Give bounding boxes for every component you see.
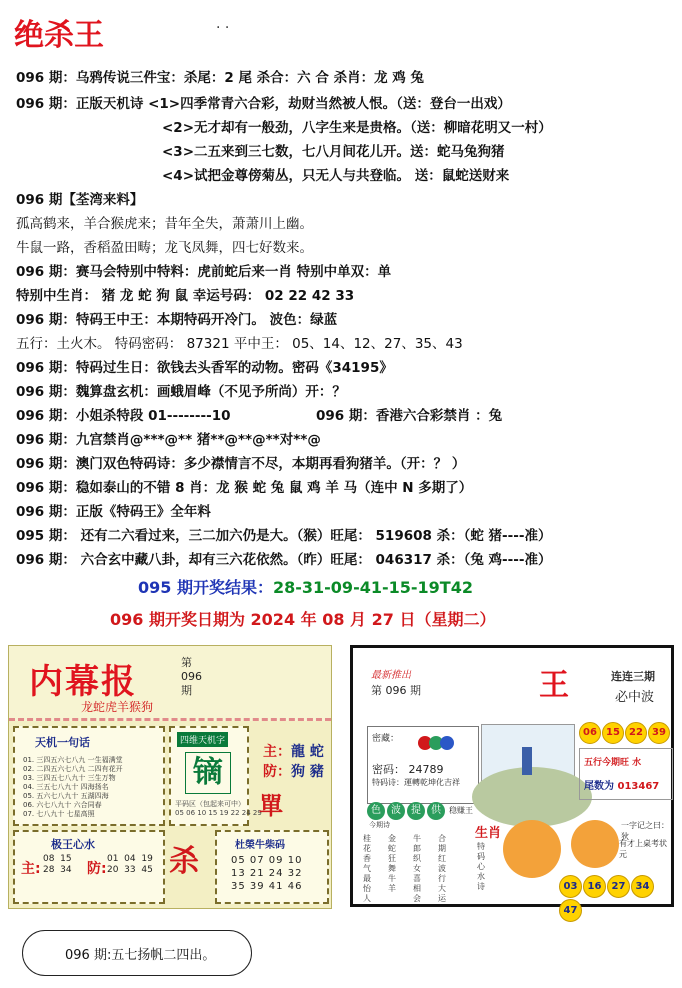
poem-col: 合期红波行大运 (438, 834, 446, 903)
line-zhengban: 096 期：正版《特码王》全年料 (16, 504, 211, 520)
xinshui-nums1: 08 15 28 34 (43, 854, 72, 875)
wuxing-box (579, 748, 673, 800)
zhu-fang (263, 742, 324, 782)
title-dots: · · (216, 20, 230, 36)
poem-col: 金蛇狂舞牛羊 (388, 834, 396, 893)
tianji-row: 05. 五六七八九十 五湖四海 (23, 792, 109, 800)
dan-char: 單 (259, 792, 283, 820)
shengxiao-label: 生肖 (475, 826, 502, 841)
neimu-card (8, 645, 332, 909)
lianzhong-label: 连连三期 (611, 670, 655, 683)
number-ball: 47 (559, 899, 582, 922)
wuxing-text: 五行今期旺 水 (584, 758, 642, 768)
snow-scene-image (481, 724, 575, 798)
number-ball: 15 (602, 722, 624, 744)
tianji-row: 04. 三五七八九十 四海扬名 (23, 783, 109, 791)
secret-box (367, 726, 479, 804)
jueshawang-card (350, 645, 674, 916)
number-ball: 06 (579, 722, 601, 744)
xinshui-nums2: 01 04 19 20 33 45 (107, 854, 153, 875)
xinshui-fang: 防: (87, 861, 107, 877)
neimu-period: 第 096 期 (181, 656, 202, 697)
poem-block (363, 822, 463, 904)
poem-head: 今期诗 (369, 821, 390, 829)
number-ball: 39 (648, 722, 670, 744)
bizhong-label: 必中波 (615, 690, 655, 705)
neimu-header (9, 646, 331, 721)
wang-char: 王 (539, 668, 569, 703)
tianji-row: 07. 七八九十 七星高照 (23, 810, 95, 818)
top-balls (579, 720, 671, 744)
line-shengxiao: 特别中生肖： 猪 龙 蛇 狗 鼠 幸运号码： 02 22 42 33 (16, 288, 355, 304)
cloud-bubble (22, 930, 252, 976)
line-quanwan-2: 牛鼠一路，香稻盈田畴；龙飞凤舞，四七好数来。 (16, 240, 313, 256)
cloud-text: 096 期:五七扬帆二四出。 (65, 948, 216, 963)
page-title: 绝杀王 (14, 18, 104, 53)
hill-shape (472, 767, 592, 827)
neimu-title: 内幕报 (29, 662, 137, 702)
draw-result (138, 575, 473, 598)
ox-image-2 (571, 820, 619, 868)
line-quanwan-1: 孤高鹤来，羊合猴虎来；昔年全失，萧萧川上幽。 (16, 216, 313, 232)
line-crow: 096 期：乌鸦传说三件宝：杀尾：2 尾 杀合：六 合 杀肖：龙 鸡 兔 (16, 70, 424, 86)
line-xiaojie: 096 期：小姐杀特段 01--------10 (16, 408, 231, 424)
tianji-title: 天机一句话 (35, 736, 90, 749)
tianji-row: 02. 二四五六七八九 二四有花开 (23, 765, 123, 773)
number-ball: 16 (583, 875, 606, 898)
secret-label: 密藏： (372, 734, 400, 744)
figure-shape (522, 747, 532, 775)
line-tianji-3: <3>二五来到三七数，七八月间花儿开。送：蛇马兔狗猪 (162, 144, 505, 160)
number-ball: 34 (631, 875, 654, 898)
tianji-row: 01. 三四五六七八九 一生福满堂 (23, 756, 123, 764)
draw-result-numbers: 28-31-09-41-15-19T42 (272, 578, 473, 597)
line-095: 095 期： 还有二六看过来，三二加六仍是大。（猴）旺尾： 519608 杀：（蛇 猪----准） (16, 528, 552, 544)
bottom-balls (559, 874, 671, 922)
number-ball: 22 (625, 722, 647, 744)
blue-dot-icon (440, 736, 454, 750)
line-jinxiao: 096 期：香港六合彩禁肖 ：兔 (316, 408, 503, 424)
qi-label: 第 096 期 (371, 684, 421, 697)
draw-date: 096 期开奖日期为 2024 年 08 月 27 日（星期二） (110, 610, 496, 629)
tulong-title: 杜榮牛柴码 (235, 840, 285, 851)
siwei-tag: 四维天机字 (177, 732, 228, 747)
tianji-box (13, 726, 165, 826)
line-jiugong: 096 期：九宫禁肖@***@** 猪**@**@**对**@ (16, 432, 321, 448)
sha-char: 杀 (169, 844, 199, 879)
poem-col: 牛郎织女喜相会 (413, 834, 421, 903)
sebo-row (367, 798, 473, 820)
xinshui-box (13, 830, 165, 904)
siwei-box (169, 726, 262, 826)
fang-value: 狗 豬 (291, 764, 324, 780)
line-wenru: 096 期：稳如泰山的不错 8 肖：龙 猴 蛇 兔 鼠 鸡 羊 马（连中 N 多期了） (16, 480, 473, 496)
line-quanwan: 096 期【荃湾来料】 (16, 192, 144, 208)
tianji-row: 03. 三四五七八九十 三生万物 (23, 774, 116, 782)
sebo-tail: 稳赚王 (449, 806, 473, 815)
draw-result-label: 095 期开奖结果： (138, 578, 273, 597)
siwei-small: 平码区（包起来可中） 05 06 10 15 19 22 24 29 (175, 800, 262, 817)
line-tianji-2: <2>无才却有一般劲，八字生来是贵格。（送：柳暗花明又一村） (162, 120, 552, 136)
tulong-box (215, 830, 329, 904)
zuixin-label: 最新推出 (371, 670, 411, 681)
color-dots (418, 735, 451, 754)
line-tianji: 096 期：正版天机诗 <1>四季常青六合彩，劫财当然被人恨。（送：登台一出戏） (16, 96, 511, 112)
sebo-char: 色 (367, 802, 385, 820)
tianji-row: 06. 六七八九十 六合同春 (23, 801, 102, 809)
sebo-char: 波 (387, 802, 405, 820)
zhu-label: 主： (263, 744, 291, 760)
zhu-value: 龍 蛇 (291, 744, 324, 760)
fang-label: 防： (263, 764, 291, 780)
poem-col: 桂花香气最怡人 (363, 834, 371, 903)
line-birthday: 096 期：特码过生日：欲钱去头香军的动物。密码《34195》 (16, 360, 393, 376)
xinshui-zhu: 主: (21, 861, 41, 877)
tianji-rows (23, 756, 123, 819)
weishu-value: 013467 (617, 781, 660, 792)
ox-image (503, 820, 561, 878)
siwei-char: 镝 (185, 752, 231, 794)
line-suanpan: 096 期：魏算盘玄机：画蛾眉峰（不见予所尚）开：？ (16, 384, 346, 400)
sebo-char: 提 (407, 802, 425, 820)
line-temawang: 096 期：特码王中王：本期特码开冷门。 波色：绿蓝 (16, 312, 338, 328)
texing-poem: 特码诗：運轉乾坤化吉祥 (372, 778, 460, 787)
yizhi-text: 一字记之曰：狄 (621, 821, 669, 841)
line-aomen: 096 期：澳门双色特码诗：多少襟情言不尽，本期再看狗猪羊。（开：？ ） (16, 456, 466, 472)
line-096: 096 期： 六合玄中藏八卦，却有三六花依然。（昨）旺尾： 046317 杀：（兔 鸡----准） (16, 552, 552, 568)
line-wuxing: 五行：土火木。 特码密码： 87321 平中王： 05、14、12、27、35、43 (16, 336, 463, 352)
line-tianji-4: <4>试把金尊傍菊丛，只无人与共登临。 送：鼠蛇送财来 (162, 168, 510, 184)
shengxiao-sub: 特码心水诗 (477, 842, 485, 891)
password: 密码： 24789 (372, 763, 444, 776)
weishu-label: 尾数为 (584, 781, 614, 792)
caiyu-text: 有才上桌考状元 (619, 839, 667, 859)
xinshui-title: 极王心水 (51, 838, 95, 851)
sebo-char: 供 (427, 802, 445, 820)
number-ball: 27 (607, 875, 630, 898)
number-ball: 03 (559, 875, 582, 898)
line-saima: 096 期：赛马会特别中特料：虎前蛇后来一肖 特别中单双：单 (16, 264, 392, 280)
tulong-nums: 05 07 09 10 13 21 24 32 35 39 41 46 (231, 855, 303, 892)
neimu-subtitle: 龙蛇虎羊猴狗 (81, 700, 154, 714)
